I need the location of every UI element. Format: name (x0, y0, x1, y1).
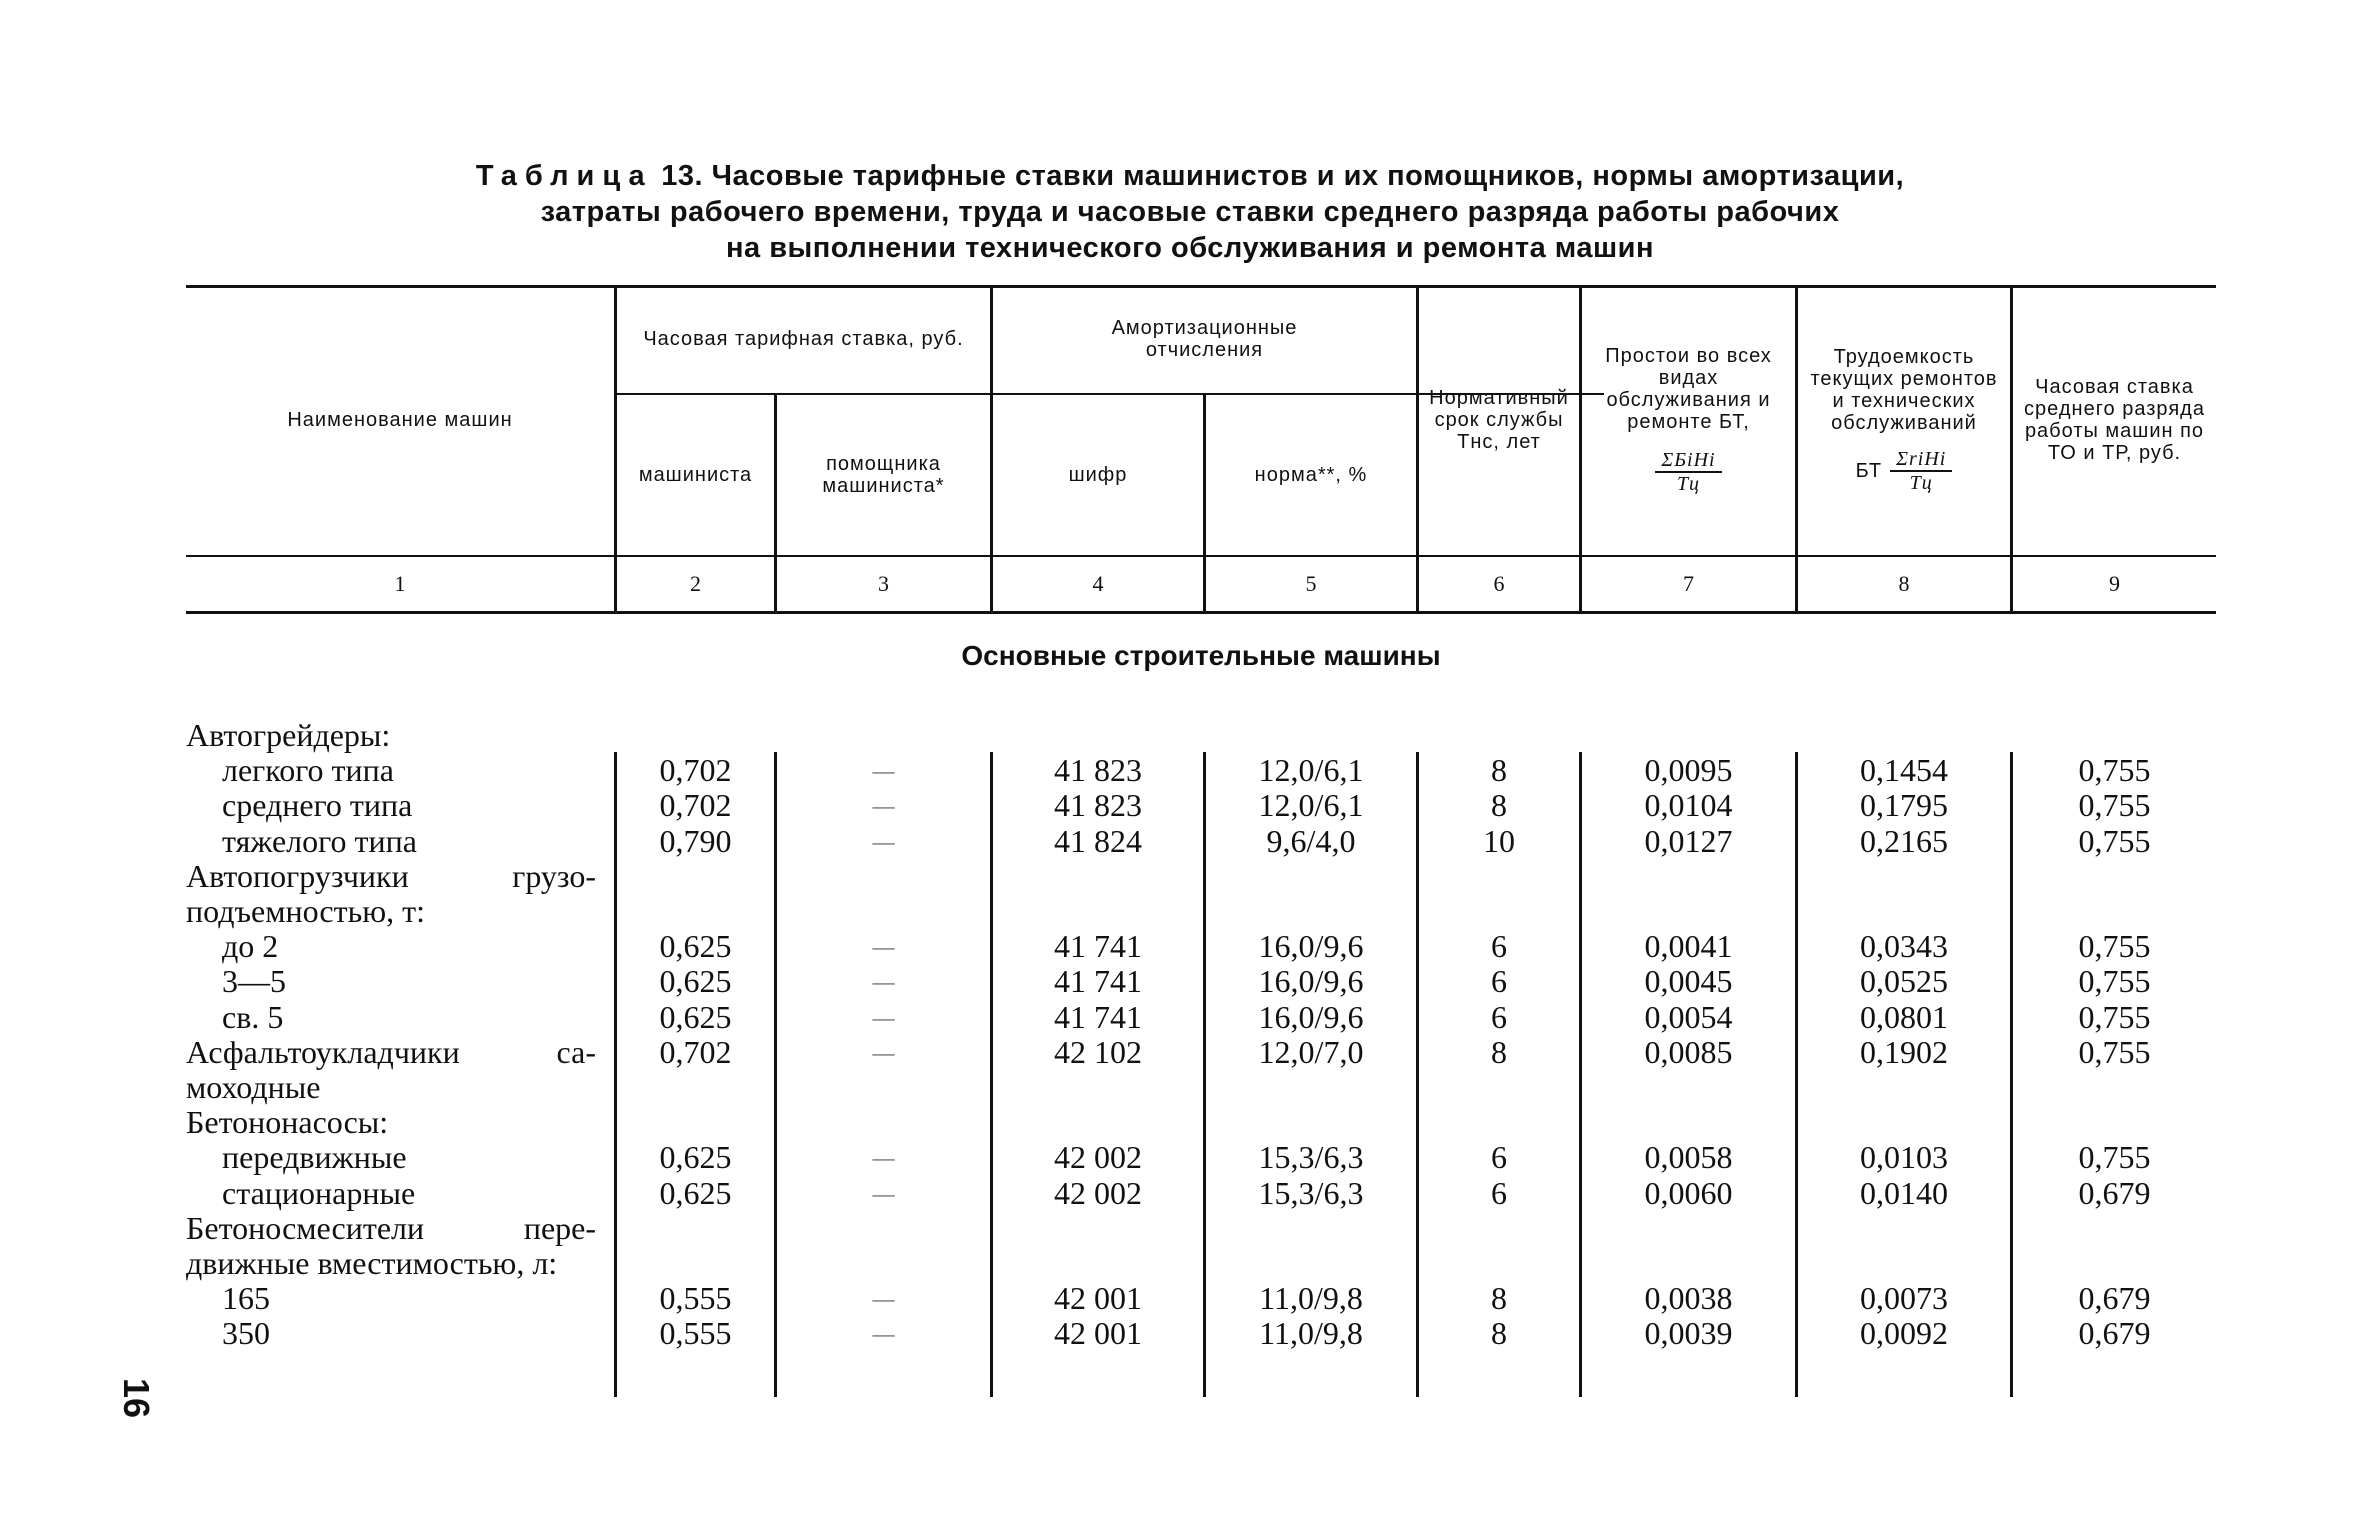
table-row (186, 753, 2216, 788)
section-title: Основные строительные машины (961, 640, 1441, 671)
colnum-3: 3 (878, 571, 889, 596)
row-name: св. 5 (222, 998, 284, 1035)
row-cell-c4: 41 823 (1054, 752, 1142, 789)
page-number: 16 (116, 1377, 157, 1419)
title-line-3: на выполнении технического обслуживания и ремонта машин (726, 232, 1654, 264)
row-cell-c3: — (872, 934, 895, 960)
row-cell-c6: 8 (1491, 752, 1507, 789)
row-cell-c8: 0,1902 (1860, 1033, 1948, 1070)
table-row (186, 1281, 2216, 1316)
row-cell-c2: 0,625 (659, 963, 732, 1000)
row-cell-c7: 0,0058 (1644, 1139, 1733, 1176)
row-cell-c6: 6 (1491, 1139, 1507, 1176)
row-name: тяжелого типа (222, 822, 417, 859)
row-cell-c9: 0,755 (2078, 752, 2151, 789)
row-cell-c2: 0,702 (659, 787, 732, 824)
row-cell-c9: 0,679 (2078, 1315, 2151, 1352)
row-cell-c7: 0,0039 (1644, 1315, 1733, 1352)
row-name: Бетононасосы: (186, 1104, 389, 1141)
row-cell-c9: 0,755 (2078, 822, 2151, 859)
table-row (186, 1316, 2216, 1351)
header-assistant: помощника машиниста* (822, 453, 945, 497)
header-operator: машиниста (638, 464, 753, 486)
header-labor-label: Трудоемкость текущих ремонтов и технических обслуживаний (1810, 346, 1998, 434)
row-cell-c8: 0,0525 (1860, 963, 1948, 1000)
row-cell-c3: — (872, 793, 895, 819)
header-downtime (1582, 285, 1795, 555)
row-name: подъемностью, т: (186, 893, 425, 929)
row-cell-c7: 0,0085 (1644, 1033, 1733, 1070)
row-cell-c8: 0,0092 (1860, 1315, 1948, 1352)
row-cell-c9: 0,679 (2078, 1280, 2151, 1317)
row-name: Асфальтоукладчики са- (186, 1033, 596, 1070)
table-row (186, 718, 2216, 753)
header-code: шифр (1068, 464, 1128, 486)
row-cell-c2: 0,555 (659, 1315, 732, 1352)
row-cell-c6: 8 (1491, 1033, 1507, 1070)
labor-formula-top: ΣriHi (1890, 448, 1952, 472)
row-cell-c4: 41 823 (1054, 787, 1142, 824)
row-cell-c7: 0,0127 (1644, 822, 1733, 859)
downtime-formula-top: ΣБiHi (1655, 449, 1721, 473)
table-row (186, 1070, 2216, 1105)
row-cell-c4: 41 824 (1054, 822, 1142, 859)
header-norm: норма**, % (1254, 464, 1368, 486)
row-cell-c2: 0,625 (659, 928, 732, 965)
row-cell-c2: 0,625 (659, 1174, 732, 1211)
row-cell-c4: 41 741 (1054, 963, 1142, 1000)
row-cell-c3: — (872, 1321, 895, 1347)
row-cell-c7: 0,0041 (1644, 928, 1733, 965)
downtime-formula-bottom: Тц (1676, 473, 1701, 495)
colnum-9: 9 (2109, 571, 2120, 596)
labor-formula-prefix: БТ (1855, 460, 1883, 482)
row-cell-c7: 0,0095 (1644, 752, 1733, 789)
row-cell-c6: 6 (1491, 998, 1507, 1035)
colnum-6: 6 (1493, 571, 1505, 596)
row-name: до 2 (222, 928, 279, 965)
row-cell-c2: 0,625 (659, 998, 732, 1035)
row-cell-c9: 0,755 (2078, 998, 2151, 1035)
row-cell-c6: 8 (1491, 1315, 1507, 1352)
table-row (186, 1176, 2216, 1211)
row-cell-c2: 0,702 (659, 752, 732, 789)
row-cell-c4: 41 741 (1054, 998, 1142, 1035)
row-cell-c4: 42 002 (1054, 1174, 1142, 1211)
row-cell-c8: 0,0343 (1860, 928, 1948, 965)
header-labor (1798, 285, 2010, 555)
row-cell-c5: 16,0/9,6 (1258, 928, 1364, 965)
labor-formula-bottom: Тц (1909, 472, 1933, 494)
row-cell-c5: 12,0/6,1 (1258, 752, 1364, 789)
row-cell-c4: 42 001 (1054, 1280, 1142, 1317)
row-name: легкого типа (222, 752, 394, 789)
row-name: моходные (186, 1069, 321, 1105)
row-cell-c9: 0,755 (2078, 1139, 2151, 1176)
row-cell-c5: 9,6/4,0 (1266, 822, 1356, 859)
colnum-7: 7 (1683, 571, 1694, 596)
row-cell-c7: 0,0054 (1644, 998, 1733, 1035)
title-line-1: 13. Часовые тарифные ставки машинистов и их помощников, нормы амортизации, (652, 160, 1905, 192)
row-cell-c6: 6 (1491, 963, 1507, 1000)
row-name: Бетоносмесители пере- (186, 1209, 596, 1246)
row-cell-c3: — (872, 969, 895, 995)
row-cell-c9: 0,755 (2078, 963, 2151, 1000)
row-name: 165 (222, 1280, 270, 1317)
row-cell-c5: 12,0/6,1 (1258, 787, 1364, 824)
row-cell-c8: 0,1454 (1860, 752, 1948, 789)
table-title (300, 158, 2080, 266)
row-cell-c3: — (872, 1286, 895, 1312)
row-name: Автопогрузчики грузо- (186, 857, 596, 894)
row-cell-c3: — (872, 1004, 895, 1030)
row-cell-c8: 0,0140 (1860, 1174, 1948, 1211)
header-rate-avg: Часовая ставка среднего разряда работы машин по ТО и ТР, руб. (2024, 376, 2205, 464)
colnum-2: 2 (690, 571, 701, 596)
row-cell-c4: 42 102 (1054, 1033, 1142, 1070)
row-cell-c5: 12,0/7,0 (1258, 1033, 1364, 1070)
table-row (186, 1035, 2216, 1070)
table-row (186, 894, 2216, 929)
row-cell-c5: 11,0/9,8 (1259, 1280, 1363, 1317)
header-name: Наименование машин (287, 409, 513, 431)
row-cell-c6: 6 (1491, 1174, 1507, 1211)
header-hourly-rate: Часовая тарифная ставка, руб. (643, 328, 964, 350)
title-line-2: затраты рабочего времени, труда и часовые ставки среднего разряда работы рабочих (540, 196, 1840, 228)
header-amortization: Амортизационные отчисления (1111, 317, 1298, 361)
colnum-8: 8 (1898, 571, 1910, 596)
row-cell-c3: — (872, 1039, 895, 1065)
row-cell-c7: 0,0104 (1644, 787, 1733, 824)
row-cell-c3: — (872, 828, 895, 854)
row-cell-c5: 16,0/9,6 (1258, 963, 1364, 1000)
row-cell-c9: 0,679 (2078, 1174, 2151, 1211)
table-row (186, 929, 2216, 964)
row-cell-c5: 16,0/9,6 (1258, 998, 1364, 1035)
row-cell-c7: 0,0038 (1644, 1280, 1733, 1317)
row-name: 3—5 (222, 963, 286, 1000)
row-name: стационарные (222, 1174, 416, 1211)
row-cell-c9: 0,755 (2078, 787, 2151, 824)
row-cell-c7: 0,0060 (1644, 1174, 1733, 1211)
row-cell-c9: 0,755 (2078, 928, 2151, 965)
row-cell-c5: 15,3/6,3 (1258, 1174, 1364, 1211)
row-cell-c5: 11,0/9,8 (1259, 1315, 1363, 1352)
row-cell-c4: 42 002 (1054, 1139, 1142, 1176)
row-cell-c2: 0,625 (659, 1139, 732, 1176)
colnum-5: 5 (1305, 571, 1317, 596)
row-cell-c3: — (872, 1145, 895, 1171)
row-cell-c6: 8 (1491, 1280, 1507, 1317)
row-cell-c4: 42 001 (1054, 1315, 1142, 1352)
row-cell-c3: — (872, 1180, 895, 1206)
row-cell-c2: 0,790 (659, 822, 732, 859)
table-row (186, 1246, 2216, 1281)
header-labor-formula (1856, 448, 1953, 494)
colnum-4: 4 (1092, 571, 1104, 596)
labor-formula-fraction (1890, 448, 1952, 494)
row-cell-c8: 0,2165 (1860, 822, 1948, 859)
colnum-bottom-rule (186, 611, 2216, 614)
table-row (186, 1000, 2216, 1035)
row-name: 350 (222, 1315, 270, 1352)
row-cell-c8: 0,0073 (1860, 1280, 1948, 1317)
row-cell-c8: 0,0801 (1860, 998, 1948, 1035)
row-name: движные вместимостью, л: (186, 1245, 558, 1281)
row-cell-c8: 0,1795 (1860, 787, 1948, 824)
table-row (186, 1211, 2216, 1246)
table-row (186, 824, 2216, 859)
row-cell-c9: 0,755 (2078, 1033, 2151, 1070)
row-cell-c8: 0,0103 (1860, 1139, 1948, 1176)
header-downtime-formula (1655, 449, 1721, 495)
row-cell-c6: 8 (1491, 787, 1507, 824)
header-service-life: Нормативный срок службы Тнс, лет (1429, 387, 1569, 453)
row-cell-c2: 0,555 (659, 1280, 732, 1317)
row-name: среднего типа (222, 787, 413, 824)
header-downtime-label: Простои во всех видах обслуживания и ремонте БТ, (1605, 345, 1772, 433)
table-row (186, 964, 2216, 999)
row-cell-c5: 15,3/6,3 (1258, 1139, 1364, 1176)
table-row (186, 859, 2216, 894)
row-cell-c2: 0,702 (659, 1033, 732, 1070)
row-name: передвижные (222, 1139, 407, 1176)
row-cell-c6: 6 (1491, 928, 1507, 965)
title-lead: Таблица (475, 160, 653, 192)
table-row (186, 788, 2216, 823)
table-row (186, 1140, 2216, 1175)
colnum-1: 1 (394, 571, 406, 596)
row-cell-c4: 41 741 (1054, 928, 1142, 965)
row-cell-c7: 0,0045 (1644, 963, 1733, 1000)
row-cell-c6: 10 (1483, 822, 1515, 859)
row-name: Автогрейдеры: (186, 717, 391, 753)
row-cell-c3: — (872, 758, 895, 784)
table-row (186, 1105, 2216, 1140)
